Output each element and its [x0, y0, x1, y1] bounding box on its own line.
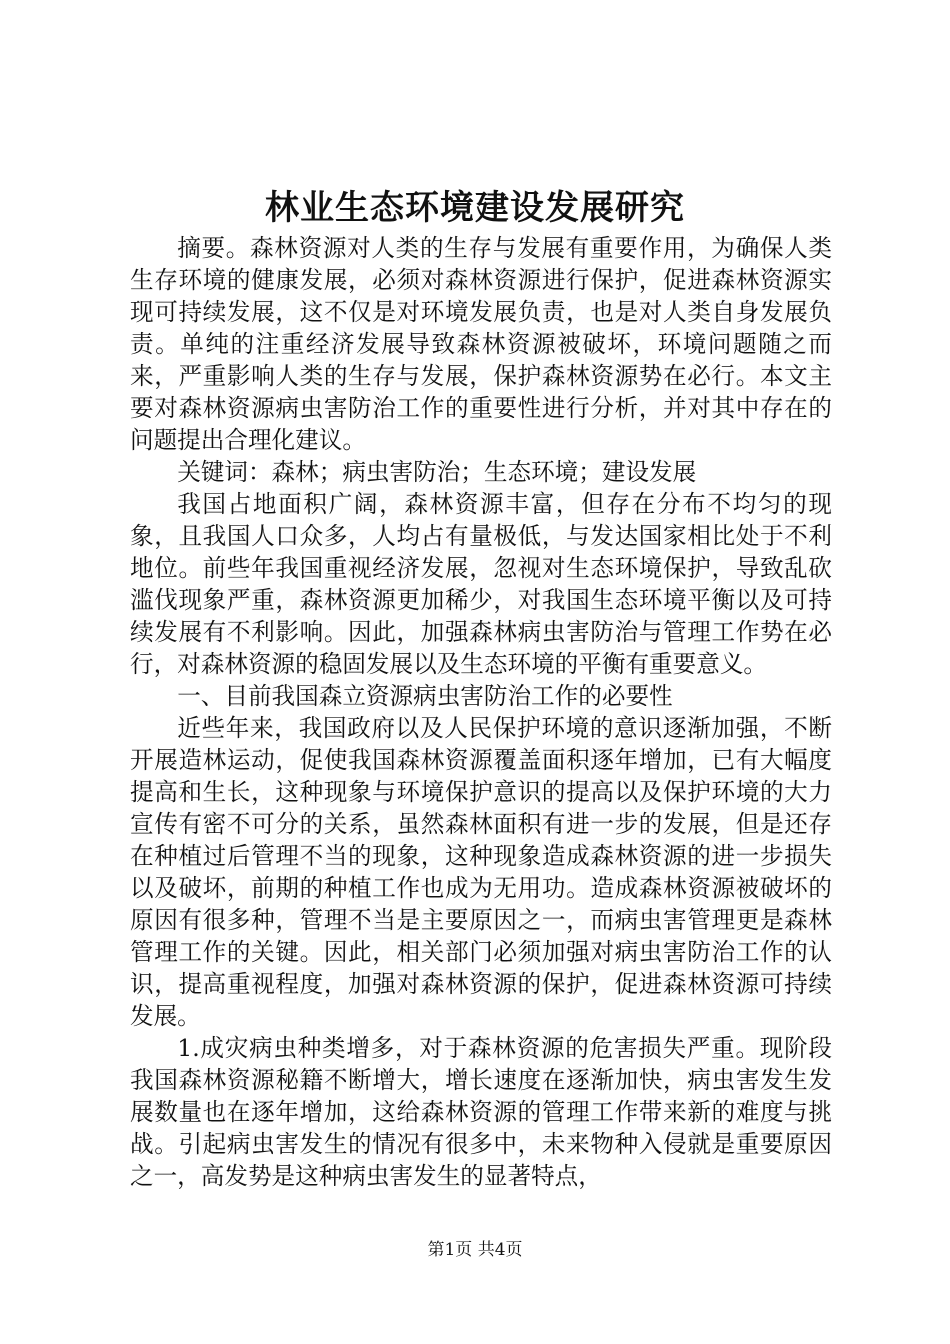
intro-paragraph: 我国占地面积广阔，森林资源丰富，但存在分布不均匀的现象，且我国人口众多，人均占有量极低，与发达国家相比处于不利地位。前些年我国重视经济发展，忽视对生态环境保护，导致乱砍滥伐现象严重，森林资源更加稀少，对我国生态环境平衡以及可持续发展有不利影响。因此，加强森林病虫害防治与管理工作势在必行，对森林资源的稳固发展以及生态环境的平衡有重要意义。: [130, 490, 832, 678]
section-paragraph: 近些年来，我国政府以及人民保护环境的意识逐渐加强，不断开展造林运动，促使我国森林资源覆盖面积逐年增加，已有大幅度提高和生长，这种现象与环境保护意识的提高以及保护环境的大力宣传有密不可分的关系，虽然森林面积有进一步的发展，但是还存在种植过后管理不当的现象，这种现象造成森林资源的进一步损失以及破坏，前期的种植工作也成为无用功。造成森林资源被破坏的原因有很多种，管理不当是主要原因之一，而病虫害管理更是森林管理工作的关键。因此，相关部门必须加强对病虫害防治工作的认识，提高重视程度，加强对森林资源的保护，促进森林资源可持续发展。: [130, 714, 832, 1030]
section-heading: 一、目前我国森立资源病虫害防治工作的必要性: [177, 682, 673, 710]
document-body: [130, 232, 832, 1192]
abstract-paragraph: 摘要。森林资源对人类的生存与发展有重要作用，为确保人类生存环境的健康发展，必须对森林资源进行保护，促进森林资源实现可持续发展，这不仅是对环境发展负责，也是对人类自身发展负责。单纯的注重经济发展导致森林资源被破坏，环境问题随之而来，严重影响人类的生存与发展，保护森林资源势在必行。本文主要对森林资源病虫害防治工作的重要性进行分析，并对其中存在的问题提出合理化建议。: [130, 234, 832, 454]
numbered-paragraph: 1.成灾病虫种类增多，对于森林资源的危害损失严重。现阶段我国森林资源秘籍不断增大，增长速度在逐渐加快，病虫害发生发展数量也在逐年增加，这给森林资源的管理工作带来新的难度与挑战。引起病虫害发生的情况有很多中，未来物种入侵就是重要原因之一，高发势是这种病虫害发生的显著特点，: [130, 1034, 832, 1190]
keywords-paragraph: 关键词：森林；病虫害防治；生态环境；建设发展: [177, 458, 697, 486]
page-footer: 第1页 共4页: [427, 1240, 523, 1260]
document-title: 林业生态环境建设发展研究: [265, 188, 685, 228]
